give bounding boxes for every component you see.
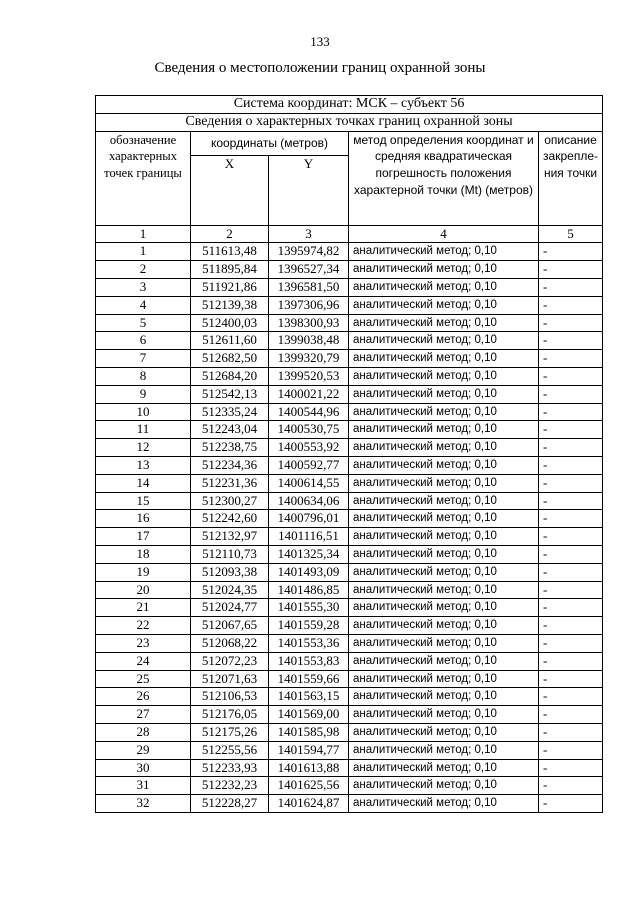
description-cell: - (539, 634, 603, 652)
x-coordinate-cell: 512542,13 (191, 385, 269, 403)
col-header-y: Y (269, 155, 349, 225)
col-number: 4 (349, 225, 539, 243)
description-cell: - (539, 706, 603, 724)
x-coordinate-cell: 512335,24 (191, 403, 269, 421)
table-row (96, 314, 603, 332)
method-cell: аналитический метод; 0,10 (349, 278, 539, 296)
description-cell: - (539, 545, 603, 563)
point-number-cell: 32 (96, 795, 191, 813)
table-row (96, 403, 603, 421)
table-row (96, 777, 603, 795)
table-row (96, 652, 603, 670)
point-number-cell: 29 (96, 741, 191, 759)
table-row (96, 617, 603, 635)
x-coordinate-cell: 512093,38 (191, 563, 269, 581)
point-number-cell: 27 (96, 706, 191, 724)
method-cell: аналитический метод; 0,10 (349, 545, 539, 563)
method-cell: аналитический метод; 0,10 (349, 563, 539, 581)
y-coordinate-cell: 1401613,88 (269, 759, 349, 777)
method-cell: аналитический метод; 0,10 (349, 688, 539, 706)
x-coordinate-cell: 512175,26 (191, 723, 269, 741)
table-row (96, 278, 603, 296)
table-row (96, 456, 603, 474)
table-row (96, 528, 603, 546)
description-cell: - (539, 581, 603, 599)
y-coordinate-cell: 1401563,15 (269, 688, 349, 706)
method-cell: аналитический метод; 0,10 (349, 795, 539, 813)
point-number-cell: 24 (96, 652, 191, 670)
table-row (96, 741, 603, 759)
table-row (96, 492, 603, 510)
y-coordinate-cell: 1401116,51 (269, 528, 349, 546)
table-row (96, 261, 603, 279)
col-header-desc: описание закрепле-ния точки (539, 131, 603, 225)
description-cell: - (539, 474, 603, 492)
table-row (96, 474, 603, 492)
coordinate-system-header: Система координат: МСК – субъект 56 (96, 96, 603, 114)
method-cell: аналитический метод; 0,10 (349, 474, 539, 492)
point-number-cell: 3 (96, 278, 191, 296)
document-title: Сведения о местоположении границ охранной зоны (154, 60, 486, 76)
table-row (96, 723, 603, 741)
description-cell: - (539, 403, 603, 421)
description-cell: - (539, 421, 603, 439)
description-cell: - (539, 741, 603, 759)
description-cell: - (539, 492, 603, 510)
y-coordinate-cell: 1399520,53 (269, 367, 349, 385)
col-number: 3 (269, 225, 349, 243)
method-cell: аналитический метод; 0,10 (349, 367, 539, 385)
point-number-cell: 8 (96, 367, 191, 385)
table-row (96, 599, 603, 617)
boundary-points-table (95, 95, 603, 813)
method-cell: аналитический метод; 0,10 (349, 741, 539, 759)
method-cell: аналитический метод; 0,10 (349, 723, 539, 741)
x-coordinate-cell: 512067,65 (191, 617, 269, 635)
description-cell: - (539, 350, 603, 368)
x-coordinate-cell: 512684,20 (191, 367, 269, 385)
method-cell: аналитический метод; 0,10 (349, 403, 539, 421)
point-number-cell: 6 (96, 332, 191, 350)
description-cell: - (539, 617, 603, 635)
x-coordinate-cell: 512255,56 (191, 741, 269, 759)
col-number: 5 (539, 225, 603, 243)
point-number-cell: 23 (96, 634, 191, 652)
point-number-cell: 20 (96, 581, 191, 599)
section-header: Сведения о характерных точках границ охранной зоны (96, 113, 603, 131)
method-cell: аналитический метод; 0,10 (349, 296, 539, 314)
y-coordinate-cell: 1401493,09 (269, 563, 349, 581)
column-number-row (96, 225, 603, 243)
table-row (96, 350, 603, 368)
table-row (96, 243, 603, 261)
y-coordinate-cell: 1401585,98 (269, 723, 349, 741)
point-number-cell: 30 (96, 759, 191, 777)
x-coordinate-cell: 512682,50 (191, 350, 269, 368)
x-coordinate-cell: 512242,60 (191, 510, 269, 528)
method-cell: аналитический метод; 0,10 (349, 350, 539, 368)
y-coordinate-cell: 1401624,87 (269, 795, 349, 813)
point-number-cell: 11 (96, 421, 191, 439)
table-row (96, 670, 603, 688)
y-coordinate-cell: 1401553,36 (269, 634, 349, 652)
description-cell: - (539, 367, 603, 385)
y-coordinate-cell: 1395974,82 (269, 243, 349, 261)
y-coordinate-cell: 1401486,85 (269, 581, 349, 599)
description-cell: - (539, 777, 603, 795)
col-number: 1 (96, 225, 191, 243)
method-cell: аналитический метод; 0,10 (349, 528, 539, 546)
y-coordinate-cell: 1399038,48 (269, 332, 349, 350)
point-number-cell: 15 (96, 492, 191, 510)
table-row (96, 421, 603, 439)
method-cell: аналитический метод; 0,10 (349, 581, 539, 599)
point-number-cell: 26 (96, 688, 191, 706)
x-coordinate-cell: 511895,84 (191, 261, 269, 279)
table-row (96, 688, 603, 706)
col-header-method: метод определения координат и средняя квадратическая погрешность положения характерной точки (Mt) (метров) (349, 131, 539, 225)
y-coordinate-cell: 1400614,55 (269, 474, 349, 492)
method-cell: аналитический метод; 0,10 (349, 510, 539, 528)
y-coordinate-cell: 1401559,66 (269, 670, 349, 688)
x-coordinate-cell: 512071,63 (191, 670, 269, 688)
point-number-cell: 17 (96, 528, 191, 546)
description-cell: - (539, 278, 603, 296)
y-coordinate-cell: 1399320,79 (269, 350, 349, 368)
method-cell: аналитический метод; 0,10 (349, 599, 539, 617)
x-coordinate-cell: 512132,97 (191, 528, 269, 546)
x-coordinate-cell: 512068,22 (191, 634, 269, 652)
method-cell: аналитический метод; 0,10 (349, 314, 539, 332)
point-number-cell: 19 (96, 563, 191, 581)
method-cell: аналитический метод; 0,10 (349, 456, 539, 474)
method-cell: аналитический метод; 0,10 (349, 385, 539, 403)
point-number-cell: 28 (96, 723, 191, 741)
description-cell: - (539, 296, 603, 314)
y-coordinate-cell: 1400796,01 (269, 510, 349, 528)
system-header-row (96, 96, 603, 114)
table-row (96, 367, 603, 385)
y-coordinate-cell: 1401559,28 (269, 617, 349, 635)
x-coordinate-cell: 512243,04 (191, 421, 269, 439)
point-number-cell: 18 (96, 545, 191, 563)
y-coordinate-cell: 1401569,00 (269, 706, 349, 724)
point-number-cell: 21 (96, 599, 191, 617)
point-number-cell: 16 (96, 510, 191, 528)
y-coordinate-cell: 1396527,34 (269, 261, 349, 279)
table-row (96, 795, 603, 813)
section-header-row (96, 113, 603, 131)
description-cell: - (539, 332, 603, 350)
y-coordinate-cell: 1401325,34 (269, 545, 349, 563)
point-number-cell: 9 (96, 385, 191, 403)
point-number-cell: 22 (96, 617, 191, 635)
point-number-cell: 12 (96, 439, 191, 457)
table-row (96, 439, 603, 457)
y-coordinate-cell: 1401625,56 (269, 777, 349, 795)
x-coordinate-cell: 512106,53 (191, 688, 269, 706)
point-number-cell: 2 (96, 261, 191, 279)
description-cell: - (539, 314, 603, 332)
table-row (96, 385, 603, 403)
y-coordinate-cell: 1400530,75 (269, 421, 349, 439)
description-cell: - (539, 510, 603, 528)
col-number: 2 (191, 225, 269, 243)
table-row (96, 563, 603, 581)
method-cell: аналитический метод; 0,10 (349, 706, 539, 724)
x-coordinate-cell: 512233,93 (191, 759, 269, 777)
method-cell: аналитический метод; 0,10 (349, 421, 539, 439)
x-coordinate-cell: 511613,48 (191, 243, 269, 261)
y-coordinate-cell: 1400592,77 (269, 456, 349, 474)
y-coordinate-cell: 1401555,30 (269, 599, 349, 617)
y-coordinate-cell: 1401553,83 (269, 652, 349, 670)
description-cell: - (539, 456, 603, 474)
x-coordinate-cell: 512400,03 (191, 314, 269, 332)
method-cell: аналитический метод; 0,10 (349, 332, 539, 350)
y-coordinate-cell: 1401594,77 (269, 741, 349, 759)
point-number-cell: 13 (96, 456, 191, 474)
method-cell: аналитический метод; 0,10 (349, 652, 539, 670)
description-cell: - (539, 385, 603, 403)
description-cell: - (539, 759, 603, 777)
description-cell: - (539, 563, 603, 581)
description-cell: - (539, 723, 603, 741)
method-cell: аналитический метод; 0,10 (349, 439, 539, 457)
description-cell: - (539, 795, 603, 813)
method-cell: аналитический метод; 0,10 (349, 634, 539, 652)
point-number-cell: 7 (96, 350, 191, 368)
point-number-cell: 1 (96, 243, 191, 261)
table-row (96, 759, 603, 777)
column-header-row (96, 131, 603, 155)
x-coordinate-cell: 512072,23 (191, 652, 269, 670)
table-row (96, 545, 603, 563)
table-row (96, 706, 603, 724)
method-cell: аналитический метод; 0,10 (349, 670, 539, 688)
table-row (96, 332, 603, 350)
x-coordinate-cell: 512110,73 (191, 545, 269, 563)
col-header-point: обозначение характерных точек границы (96, 131, 191, 225)
method-cell: аналитический метод; 0,10 (349, 492, 539, 510)
table-row (96, 296, 603, 314)
y-coordinate-cell: 1400544,96 (269, 403, 349, 421)
x-coordinate-cell: 512234,36 (191, 456, 269, 474)
table-row (96, 510, 603, 528)
x-coordinate-cell: 512232,23 (191, 777, 269, 795)
point-number-cell: 4 (96, 296, 191, 314)
x-coordinate-cell: 512024,35 (191, 581, 269, 599)
description-cell: - (539, 599, 603, 617)
x-coordinate-cell: 512024,77 (191, 599, 269, 617)
x-coordinate-cell: 512139,38 (191, 296, 269, 314)
x-coordinate-cell: 512231,36 (191, 474, 269, 492)
col-header-coords: координаты (метров) (191, 131, 349, 155)
x-coordinate-cell: 511921,86 (191, 278, 269, 296)
table-row (96, 581, 603, 599)
description-cell: - (539, 243, 603, 261)
method-cell: аналитический метод; 0,10 (349, 777, 539, 795)
point-number-cell: 5 (96, 314, 191, 332)
x-coordinate-cell: 512176,05 (191, 706, 269, 724)
description-cell: - (539, 670, 603, 688)
description-cell: - (539, 688, 603, 706)
method-cell: аналитический метод; 0,10 (349, 261, 539, 279)
method-cell: аналитический метод; 0,10 (349, 243, 539, 261)
table-row (96, 634, 603, 652)
col-header-x: X (191, 155, 269, 225)
point-number-cell: 25 (96, 670, 191, 688)
x-coordinate-cell: 512238,75 (191, 439, 269, 457)
point-number-cell: 31 (96, 777, 191, 795)
y-coordinate-cell: 1397306,96 (269, 296, 349, 314)
description-cell: - (539, 528, 603, 546)
page-number: 133 (310, 34, 330, 49)
x-coordinate-cell: 512611,60 (191, 332, 269, 350)
y-coordinate-cell: 1398300,93 (269, 314, 349, 332)
x-coordinate-cell: 512300,27 (191, 492, 269, 510)
description-cell: - (539, 652, 603, 670)
method-cell: аналитический метод; 0,10 (349, 617, 539, 635)
y-coordinate-cell: 1396581,50 (269, 278, 349, 296)
y-coordinate-cell: 1400634,06 (269, 492, 349, 510)
description-cell: - (539, 261, 603, 279)
point-number-cell: 10 (96, 403, 191, 421)
y-coordinate-cell: 1400021,22 (269, 385, 349, 403)
point-number-cell: 14 (96, 474, 191, 492)
x-coordinate-cell: 512228,27 (191, 795, 269, 813)
description-cell: - (539, 439, 603, 457)
y-coordinate-cell: 1400553,92 (269, 439, 349, 457)
method-cell: аналитический метод; 0,10 (349, 759, 539, 777)
